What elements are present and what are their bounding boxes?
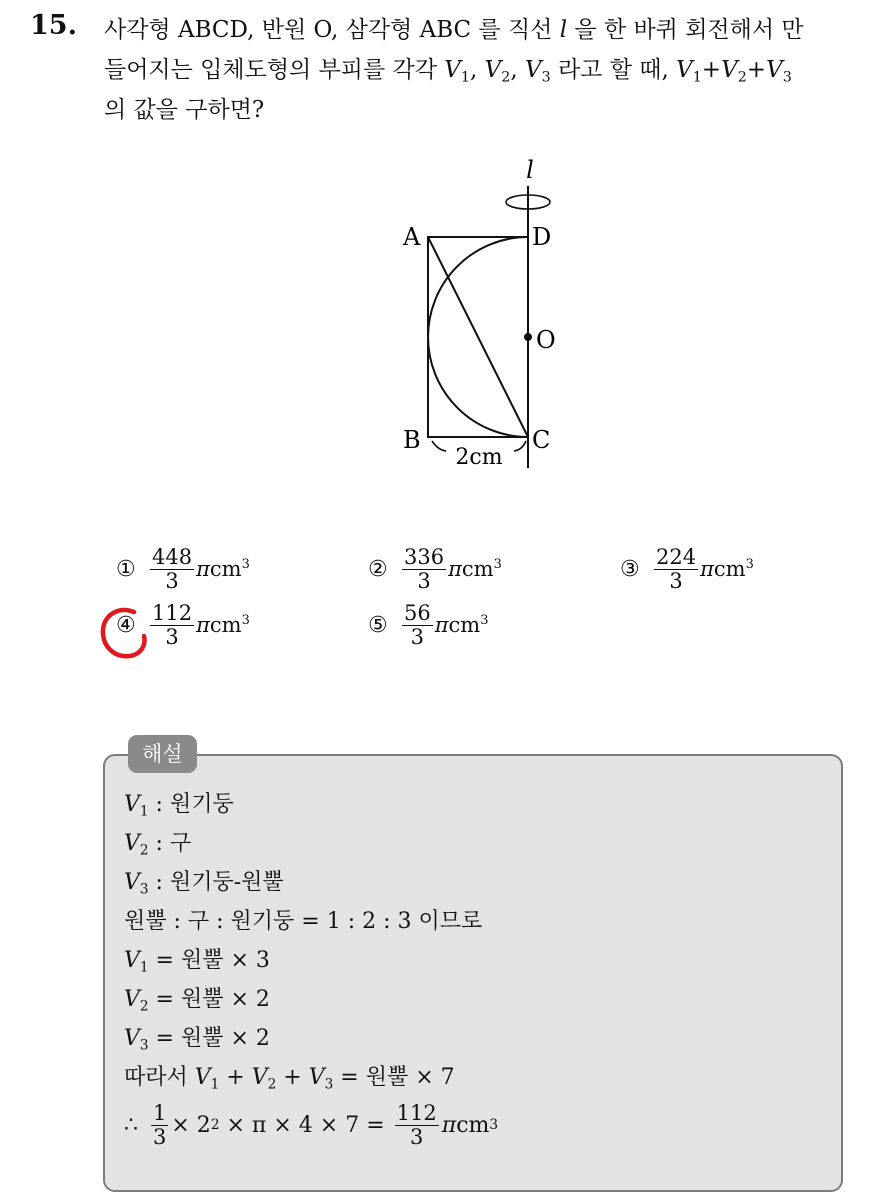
center-o [524, 333, 532, 341]
choice-4-fraction: $\frac{112}{3}$ [152, 601, 193, 649]
solution-line-9: ∴ $\frac{1}{3}$ × 2 2 × π × 4 × 7 = $\frac{112}{3}$ π cm 3 [124, 1100, 499, 1149]
choice-4-symbol: ④ [116, 612, 136, 638]
choice-4-unit: πcm$^3$ [196, 613, 250, 638]
solution-line-7: $V_3$ = 원뿔 × 2 [124, 1026, 270, 1054]
point-a: A [403, 223, 421, 251]
diagonal-ac [428, 237, 528, 437]
solution-content [124, 785, 498, 1153]
solution-line-3: $V_3$ : 원기둥-원뿔 [124, 870, 284, 898]
choice-3-unit: πcm$^3$ [700, 557, 754, 582]
question-line-1: 사각형 ABCD, 반원 O, 삼각형 ABC 를 직선 l 을 한 바퀴 회전해서 만 [104, 17, 804, 43]
question-number: 15. [30, 10, 77, 41]
choice-1[interactable] [116, 546, 250, 592]
choice-1-unit: πcm$^3$ [196, 557, 250, 582]
solution-tag: 해설 [128, 735, 197, 773]
point-o: O [536, 326, 556, 354]
choice-3-symbol: ③ [620, 556, 640, 582]
dimension-label: 2cm [455, 445, 503, 470]
choice-2-symbol: ② [368, 556, 388, 582]
question-line-3: 의 값을 구하면? [104, 97, 265, 123]
axis-label: l [526, 156, 534, 184]
choice-1-symbol: ① [116, 556, 136, 582]
question-text [104, 10, 864, 130]
solution-line-8: 따라서 $V_1 + V_2 + V_3$ = 원뿔 × 7 [124, 1065, 455, 1093]
choice-5-fraction: $\frac{56}{3}$ [404, 601, 431, 649]
choice-1-fraction: $\frac{448}{3}$ [152, 545, 193, 593]
solution-fraction-answer: $\frac{112}{3}$ [396, 1100, 437, 1149]
choice-2-fraction: $\frac{336}{3}$ [404, 545, 445, 593]
answer-circle-stroke [103, 610, 145, 656]
question-line-2: 들어지는 입체도형의 부피를 각각 $V_1$, $V_2$, $V_3$ 라고 할 때, $V_1+V_2+V_3$ [104, 57, 792, 86]
solution-line-5: $V_1$ = 원뿔 × 3 [124, 948, 270, 976]
solution-line-4: 원뿔 : 구 : 원기둥 = 1 : 2 : 3 이므로 [124, 909, 483, 934]
point-b: B [403, 426, 421, 454]
choice-5-unit: πcm$^3$ [434, 613, 489, 638]
answer-circle-mark [98, 606, 150, 662]
solution-line-6: $V_2$ = 원뿔 × 2 [124, 987, 270, 1015]
choice-2[interactable] [368, 546, 502, 592]
solution-fraction-third: $\frac{1}{3}$ [153, 1100, 167, 1149]
solution-line-1: $V_1$ : 원기둥 [124, 792, 234, 820]
choice-3-fraction: $\frac{224}{3}$ [656, 545, 697, 593]
choice-2-unit: πcm$^3$ [448, 557, 502, 582]
choice-5[interactable] [368, 602, 489, 648]
solution-line-2: $V_2$ : 구 [124, 831, 192, 859]
choice-3[interactable] [620, 546, 754, 592]
rotation-diagram [390, 150, 590, 485]
point-c: C [532, 426, 551, 454]
choice-5-symbol: ⑤ [368, 612, 388, 638]
point-d: D [532, 223, 552, 251]
